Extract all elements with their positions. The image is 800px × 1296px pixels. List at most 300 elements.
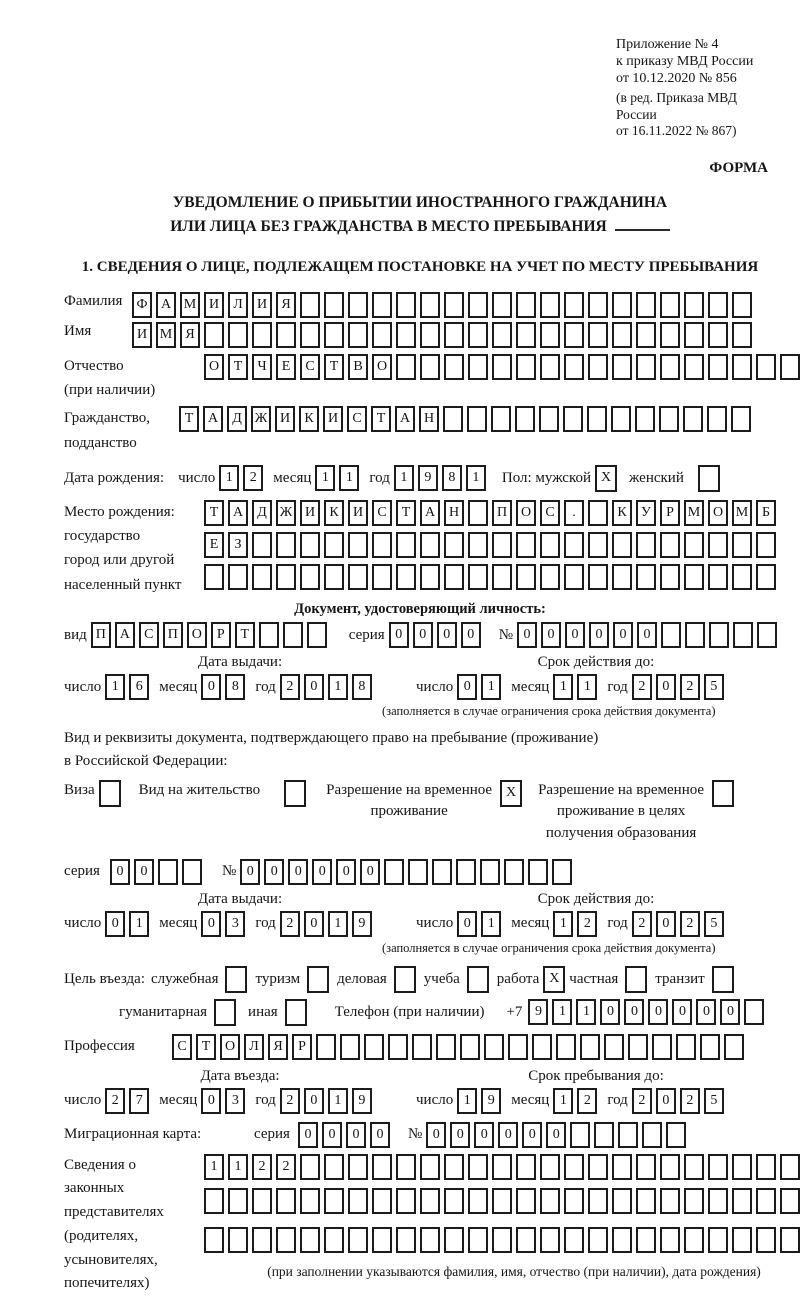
char-cell[interactable] xyxy=(283,622,303,648)
char-cell[interactable]: Н xyxy=(444,500,464,526)
char-cell[interactable] xyxy=(636,564,656,590)
char-cell[interactable] xyxy=(492,322,512,348)
char-cell[interactable]: С xyxy=(172,1034,192,1060)
char-cell[interactable] xyxy=(532,1034,552,1060)
char-cell[interactable]: 5 xyxy=(704,1088,724,1114)
char-cell[interactable] xyxy=(300,292,320,318)
char-cell[interactable]: С xyxy=(139,622,159,648)
char-cell[interactable] xyxy=(468,1188,488,1214)
char-cell[interactable] xyxy=(708,292,728,318)
char-cell[interactable] xyxy=(660,354,680,380)
char-cell[interactable]: 0 xyxy=(720,999,740,1025)
char-cell[interactable] xyxy=(732,322,752,348)
char-cell[interactable]: И xyxy=(132,322,152,348)
char-cell[interactable] xyxy=(412,1034,432,1060)
char-cell[interactable] xyxy=(636,322,656,348)
char-cell[interactable] xyxy=(652,1034,672,1060)
char-cell[interactable] xyxy=(307,622,327,648)
char-cell[interactable] xyxy=(564,1227,584,1253)
char-cell[interactable] xyxy=(556,1034,576,1060)
char-cell[interactable] xyxy=(324,1154,344,1180)
purpose-official-checkbox[interactable] xyxy=(225,966,247,993)
char-cell[interactable]: 0 xyxy=(201,1088,221,1114)
char-cell[interactable] xyxy=(563,406,583,432)
char-cell[interactable]: 1 xyxy=(339,465,359,491)
char-cell[interactable] xyxy=(539,406,559,432)
char-cell[interactable]: Е xyxy=(204,532,224,558)
char-cell[interactable]: А xyxy=(395,406,415,432)
char-cell[interactable] xyxy=(636,1188,656,1214)
char-cell[interactable] xyxy=(684,1154,704,1180)
char-cell[interactable]: Л xyxy=(244,1034,264,1060)
char-cell[interactable]: 0 xyxy=(389,622,409,648)
char-cell[interactable]: О xyxy=(220,1034,240,1060)
char-cell[interactable] xyxy=(252,532,272,558)
char-cell[interactable]: 0 xyxy=(656,1088,676,1114)
char-cell[interactable] xyxy=(372,292,392,318)
char-cell[interactable]: М xyxy=(732,500,752,526)
char-cell[interactable] xyxy=(467,406,487,432)
purpose-work-checkbox[interactable]: X xyxy=(543,966,565,993)
char-cell[interactable]: 0 xyxy=(240,859,260,885)
char-cell[interactable] xyxy=(324,564,344,590)
char-cell[interactable] xyxy=(348,1188,368,1214)
char-cell[interactable]: 8 xyxy=(225,674,245,700)
char-cell[interactable] xyxy=(515,406,535,432)
char-cell[interactable] xyxy=(780,1154,800,1180)
char-cell[interactable] xyxy=(348,532,368,558)
char-cell[interactable]: 5 xyxy=(704,674,724,700)
char-cell[interactable] xyxy=(635,406,655,432)
char-cell[interactable]: М xyxy=(180,292,200,318)
char-cell[interactable] xyxy=(612,354,632,380)
char-cell[interactable]: Т xyxy=(204,500,224,526)
char-cell[interactable]: 0 xyxy=(461,622,481,648)
char-cell[interactable] xyxy=(588,1227,608,1253)
char-cell[interactable]: 2 xyxy=(105,1088,125,1114)
char-cell[interactable]: 1 xyxy=(105,674,125,700)
char-cell[interactable] xyxy=(612,564,632,590)
char-cell[interactable]: 0 xyxy=(672,999,692,1025)
char-cell[interactable]: 7 xyxy=(129,1088,149,1114)
char-cell[interactable]: П xyxy=(492,500,512,526)
char-cell[interactable] xyxy=(636,532,656,558)
char-cell[interactable] xyxy=(708,1188,728,1214)
char-cell[interactable] xyxy=(444,1227,464,1253)
char-cell[interactable] xyxy=(676,1034,696,1060)
purpose-tourism-checkbox[interactable] xyxy=(307,966,329,993)
char-cell[interactable] xyxy=(780,354,800,380)
char-cell[interactable] xyxy=(732,292,752,318)
char-cell[interactable] xyxy=(516,322,536,348)
char-cell[interactable] xyxy=(396,532,416,558)
residence-permit-checkbox[interactable] xyxy=(284,780,306,807)
char-cell[interactable]: 1 xyxy=(576,999,596,1025)
char-cell[interactable]: 0 xyxy=(201,674,221,700)
char-cell[interactable] xyxy=(372,1227,392,1253)
char-cell[interactable]: М xyxy=(684,500,704,526)
char-cell[interactable]: Я xyxy=(180,322,200,348)
char-cell[interactable] xyxy=(348,564,368,590)
char-cell[interactable] xyxy=(396,1154,416,1180)
char-cell[interactable] xyxy=(420,1227,440,1253)
char-cell[interactable]: Д xyxy=(252,500,272,526)
char-cell[interactable]: 1 xyxy=(328,1088,348,1114)
char-cell[interactable]: И xyxy=(348,500,368,526)
char-cell[interactable] xyxy=(756,564,776,590)
char-cell[interactable] xyxy=(228,1227,248,1253)
char-cell[interactable]: Т xyxy=(235,622,255,648)
char-cell[interactable] xyxy=(732,354,752,380)
char-cell[interactable] xyxy=(516,532,536,558)
char-cell[interactable]: 5 xyxy=(704,911,724,937)
char-cell[interactable] xyxy=(780,1188,800,1214)
char-cell[interactable]: 0 xyxy=(565,622,585,648)
char-cell[interactable] xyxy=(756,1188,776,1214)
char-cell[interactable]: 0 xyxy=(656,911,676,937)
char-cell[interactable] xyxy=(588,292,608,318)
char-cell[interactable]: 0 xyxy=(134,859,154,885)
purpose-study-checkbox[interactable] xyxy=(467,966,489,993)
char-cell[interactable] xyxy=(660,322,680,348)
char-cell[interactable]: 0 xyxy=(613,622,633,648)
char-cell[interactable]: 1 xyxy=(204,1154,224,1180)
char-cell[interactable] xyxy=(420,292,440,318)
char-cell[interactable]: 0 xyxy=(370,1122,390,1148)
char-cell[interactable]: 3 xyxy=(225,911,245,937)
char-cell[interactable] xyxy=(660,564,680,590)
char-cell[interactable]: 0 xyxy=(304,674,324,700)
char-cell[interactable] xyxy=(420,1154,440,1180)
char-cell[interactable]: Ф xyxy=(132,292,152,318)
char-cell[interactable] xyxy=(684,354,704,380)
char-cell[interactable]: 8 xyxy=(352,674,372,700)
char-cell[interactable] xyxy=(636,1154,656,1180)
char-cell[interactable] xyxy=(364,1034,384,1060)
char-cell[interactable]: 0 xyxy=(336,859,356,885)
char-cell[interactable] xyxy=(612,322,632,348)
char-cell[interactable] xyxy=(468,1227,488,1253)
char-cell[interactable]: 2 xyxy=(632,1088,652,1114)
char-cell[interactable] xyxy=(468,354,488,380)
char-cell[interactable]: 0 xyxy=(637,622,657,648)
char-cell[interactable] xyxy=(432,859,452,885)
char-cell[interactable] xyxy=(757,622,777,648)
char-cell[interactable] xyxy=(611,406,631,432)
char-cell[interactable] xyxy=(372,322,392,348)
char-cell[interactable]: З xyxy=(228,532,248,558)
char-cell[interactable] xyxy=(612,1188,632,1214)
char-cell[interactable] xyxy=(228,322,248,348)
char-cell[interactable] xyxy=(756,532,776,558)
char-cell[interactable]: Т xyxy=(179,406,199,432)
char-cell[interactable] xyxy=(300,322,320,348)
char-cell[interactable]: 0 xyxy=(360,859,380,885)
char-cell[interactable] xyxy=(564,322,584,348)
char-cell[interactable]: О xyxy=(708,500,728,526)
char-cell[interactable]: С xyxy=(372,500,392,526)
char-cell[interactable]: П xyxy=(163,622,183,648)
char-cell[interactable]: С xyxy=(300,354,320,380)
char-cell[interactable]: К xyxy=(612,500,632,526)
char-cell[interactable] xyxy=(666,1122,686,1148)
char-cell[interactable]: 0 xyxy=(600,999,620,1025)
char-cell[interactable] xyxy=(420,564,440,590)
char-cell[interactable] xyxy=(420,354,440,380)
char-cell[interactable]: 0 xyxy=(450,1122,470,1148)
char-cell[interactable] xyxy=(570,1122,590,1148)
char-cell[interactable] xyxy=(324,1227,344,1253)
char-cell[interactable] xyxy=(252,564,272,590)
char-cell[interactable] xyxy=(492,532,512,558)
char-cell[interactable]: 1 xyxy=(457,1088,477,1114)
char-cell[interactable]: 0 xyxy=(312,859,332,885)
char-cell[interactable] xyxy=(684,1188,704,1214)
char-cell[interactable] xyxy=(468,322,488,348)
char-cell[interactable] xyxy=(300,1227,320,1253)
char-cell[interactable]: 1 xyxy=(219,465,239,491)
char-cell[interactable] xyxy=(660,292,680,318)
char-cell[interactable] xyxy=(516,292,536,318)
char-cell[interactable] xyxy=(372,1188,392,1214)
char-cell[interactable]: Ж xyxy=(251,406,271,432)
char-cell[interactable] xyxy=(396,322,416,348)
char-cell[interactable] xyxy=(733,622,753,648)
char-cell[interactable] xyxy=(780,1227,800,1253)
char-cell[interactable]: 9 xyxy=(528,999,548,1025)
char-cell[interactable]: И xyxy=(300,500,320,526)
char-cell[interactable] xyxy=(492,1227,512,1253)
char-cell[interactable]: А xyxy=(203,406,223,432)
char-cell[interactable] xyxy=(540,1188,560,1214)
char-cell[interactable]: 0 xyxy=(457,674,477,700)
char-cell[interactable]: 0 xyxy=(105,911,125,937)
char-cell[interactable] xyxy=(504,859,524,885)
char-cell[interactable] xyxy=(661,622,681,648)
char-cell[interactable] xyxy=(484,1034,504,1060)
char-cell[interactable]: 2 xyxy=(680,1088,700,1114)
char-cell[interactable]: 0 xyxy=(474,1122,494,1148)
char-cell[interactable] xyxy=(348,292,368,318)
char-cell[interactable] xyxy=(587,406,607,432)
char-cell[interactable] xyxy=(420,532,440,558)
char-cell[interactable] xyxy=(588,500,608,526)
char-cell[interactable] xyxy=(732,1154,752,1180)
char-cell[interactable] xyxy=(480,859,500,885)
char-cell[interactable]: . xyxy=(564,500,584,526)
char-cell[interactable] xyxy=(276,564,296,590)
char-cell[interactable] xyxy=(396,564,416,590)
char-cell[interactable] xyxy=(300,1188,320,1214)
char-cell[interactable]: А xyxy=(228,500,248,526)
char-cell[interactable]: Ч xyxy=(252,354,272,380)
char-cell[interactable] xyxy=(252,322,272,348)
char-cell[interactable] xyxy=(528,859,548,885)
char-cell[interactable]: О xyxy=(187,622,207,648)
char-cell[interactable]: 2 xyxy=(632,674,652,700)
char-cell[interactable]: Т xyxy=(228,354,248,380)
char-cell[interactable] xyxy=(724,1034,744,1060)
char-cell[interactable] xyxy=(396,1227,416,1253)
char-cell[interactable] xyxy=(396,354,416,380)
char-cell[interactable] xyxy=(388,1034,408,1060)
char-cell[interactable]: 6 xyxy=(129,674,149,700)
char-cell[interactable]: 1 xyxy=(552,999,572,1025)
char-cell[interactable] xyxy=(276,532,296,558)
char-cell[interactable] xyxy=(588,1154,608,1180)
char-cell[interactable] xyxy=(684,564,704,590)
char-cell[interactable] xyxy=(492,292,512,318)
char-cell[interactable] xyxy=(684,1227,704,1253)
char-cell[interactable] xyxy=(444,354,464,380)
char-cell[interactable] xyxy=(684,292,704,318)
char-cell[interactable] xyxy=(708,1227,728,1253)
char-cell[interactable]: 1 xyxy=(553,911,573,937)
char-cell[interactable] xyxy=(516,1188,536,1214)
char-cell[interactable] xyxy=(252,1227,272,1253)
char-cell[interactable]: 0 xyxy=(498,1122,518,1148)
char-cell[interactable] xyxy=(516,1154,536,1180)
char-cell[interactable]: К xyxy=(324,500,344,526)
char-cell[interactable]: 2 xyxy=(577,1088,597,1114)
char-cell[interactable]: 0 xyxy=(648,999,668,1025)
char-cell[interactable] xyxy=(444,532,464,558)
char-cell[interactable] xyxy=(709,622,729,648)
char-cell[interactable]: 1 xyxy=(481,911,501,937)
char-cell[interactable] xyxy=(540,1154,560,1180)
char-cell[interactable] xyxy=(580,1034,600,1060)
char-cell[interactable] xyxy=(660,532,680,558)
char-cell[interactable] xyxy=(372,564,392,590)
char-cell[interactable] xyxy=(685,622,705,648)
char-cell[interactable] xyxy=(564,292,584,318)
char-cell[interactable]: Н xyxy=(419,406,439,432)
char-cell[interactable] xyxy=(204,1227,224,1253)
char-cell[interactable] xyxy=(204,322,224,348)
char-cell[interactable] xyxy=(564,1154,584,1180)
char-cell[interactable]: 0 xyxy=(304,911,324,937)
char-cell[interactable] xyxy=(700,1034,720,1060)
char-cell[interactable] xyxy=(636,292,656,318)
char-cell[interactable] xyxy=(468,292,488,318)
char-cell[interactable] xyxy=(540,354,560,380)
char-cell[interactable] xyxy=(276,322,296,348)
char-cell[interactable] xyxy=(468,532,488,558)
char-cell[interactable] xyxy=(228,564,248,590)
char-cell[interactable] xyxy=(300,532,320,558)
char-cell[interactable] xyxy=(628,1034,648,1060)
char-cell[interactable] xyxy=(456,859,476,885)
char-cell[interactable]: 0 xyxy=(201,911,221,937)
char-cell[interactable]: 2 xyxy=(252,1154,272,1180)
char-cell[interactable] xyxy=(642,1122,662,1148)
char-cell[interactable]: А xyxy=(156,292,176,318)
char-cell[interactable] xyxy=(324,292,344,318)
char-cell[interactable] xyxy=(732,532,752,558)
char-cell[interactable]: А xyxy=(115,622,135,648)
char-cell[interactable]: 0 xyxy=(696,999,716,1025)
char-cell[interactable] xyxy=(594,1122,614,1148)
char-cell[interactable]: Р xyxy=(660,500,680,526)
char-cell[interactable] xyxy=(436,1034,456,1060)
char-cell[interactable]: 9 xyxy=(352,1088,372,1114)
char-cell[interactable] xyxy=(612,292,632,318)
char-cell[interactable]: М xyxy=(156,322,176,348)
char-cell[interactable] xyxy=(708,1154,728,1180)
char-cell[interactable] xyxy=(731,406,751,432)
char-cell[interactable]: 1 xyxy=(328,674,348,700)
char-cell[interactable] xyxy=(516,1227,536,1253)
char-cell[interactable]: И xyxy=(252,292,272,318)
char-cell[interactable]: И xyxy=(204,292,224,318)
char-cell[interactable] xyxy=(444,564,464,590)
temp-permit-edu-checkbox[interactable] xyxy=(712,780,734,807)
char-cell[interactable]: П xyxy=(91,622,111,648)
char-cell[interactable] xyxy=(396,1188,416,1214)
char-cell[interactable]: О xyxy=(204,354,224,380)
char-cell[interactable]: 2 xyxy=(680,911,700,937)
char-cell[interactable] xyxy=(564,532,584,558)
char-cell[interactable] xyxy=(684,322,704,348)
char-cell[interactable] xyxy=(444,1154,464,1180)
char-cell[interactable]: 0 xyxy=(110,859,130,885)
char-cell[interactable]: 0 xyxy=(522,1122,542,1148)
char-cell[interactable] xyxy=(540,532,560,558)
char-cell[interactable] xyxy=(636,354,656,380)
char-cell[interactable] xyxy=(420,322,440,348)
char-cell[interactable]: 1 xyxy=(553,674,573,700)
char-cell[interactable]: 1 xyxy=(328,911,348,937)
char-cell[interactable] xyxy=(756,1227,776,1253)
char-cell[interactable] xyxy=(420,1188,440,1214)
char-cell[interactable] xyxy=(492,564,512,590)
char-cell[interactable] xyxy=(316,1034,336,1060)
char-cell[interactable] xyxy=(612,1154,632,1180)
char-cell[interactable]: 1 xyxy=(394,465,414,491)
char-cell[interactable] xyxy=(468,1154,488,1180)
char-cell[interactable] xyxy=(492,354,512,380)
char-cell[interactable] xyxy=(259,622,279,648)
char-cell[interactable]: 0 xyxy=(264,859,284,885)
char-cell[interactable] xyxy=(540,564,560,590)
char-cell[interactable]: Ж xyxy=(276,500,296,526)
char-cell[interactable] xyxy=(707,406,727,432)
char-cell[interactable]: Б xyxy=(756,500,776,526)
char-cell[interactable] xyxy=(348,1154,368,1180)
char-cell[interactable]: Я xyxy=(268,1034,288,1060)
char-cell[interactable]: 9 xyxy=(481,1088,501,1114)
char-cell[interactable]: 2 xyxy=(276,1154,296,1180)
char-cell[interactable] xyxy=(158,859,178,885)
char-cell[interactable] xyxy=(276,1227,296,1253)
char-cell[interactable]: 1 xyxy=(553,1088,573,1114)
purpose-humanitarian-checkbox[interactable] xyxy=(214,999,236,1026)
char-cell[interactable]: О xyxy=(372,354,392,380)
char-cell[interactable] xyxy=(276,1188,296,1214)
char-cell[interactable]: 1 xyxy=(129,911,149,937)
char-cell[interactable]: 0 xyxy=(322,1122,342,1148)
char-cell[interactable] xyxy=(300,564,320,590)
char-cell[interactable]: С xyxy=(540,500,560,526)
char-cell[interactable] xyxy=(348,1227,368,1253)
char-cell[interactable]: У xyxy=(636,500,656,526)
char-cell[interactable] xyxy=(659,406,679,432)
char-cell[interactable]: 2 xyxy=(577,911,597,937)
char-cell[interactable]: К xyxy=(299,406,319,432)
char-cell[interactable]: 0 xyxy=(546,1122,566,1148)
char-cell[interactable] xyxy=(324,532,344,558)
char-cell[interactable] xyxy=(588,1188,608,1214)
